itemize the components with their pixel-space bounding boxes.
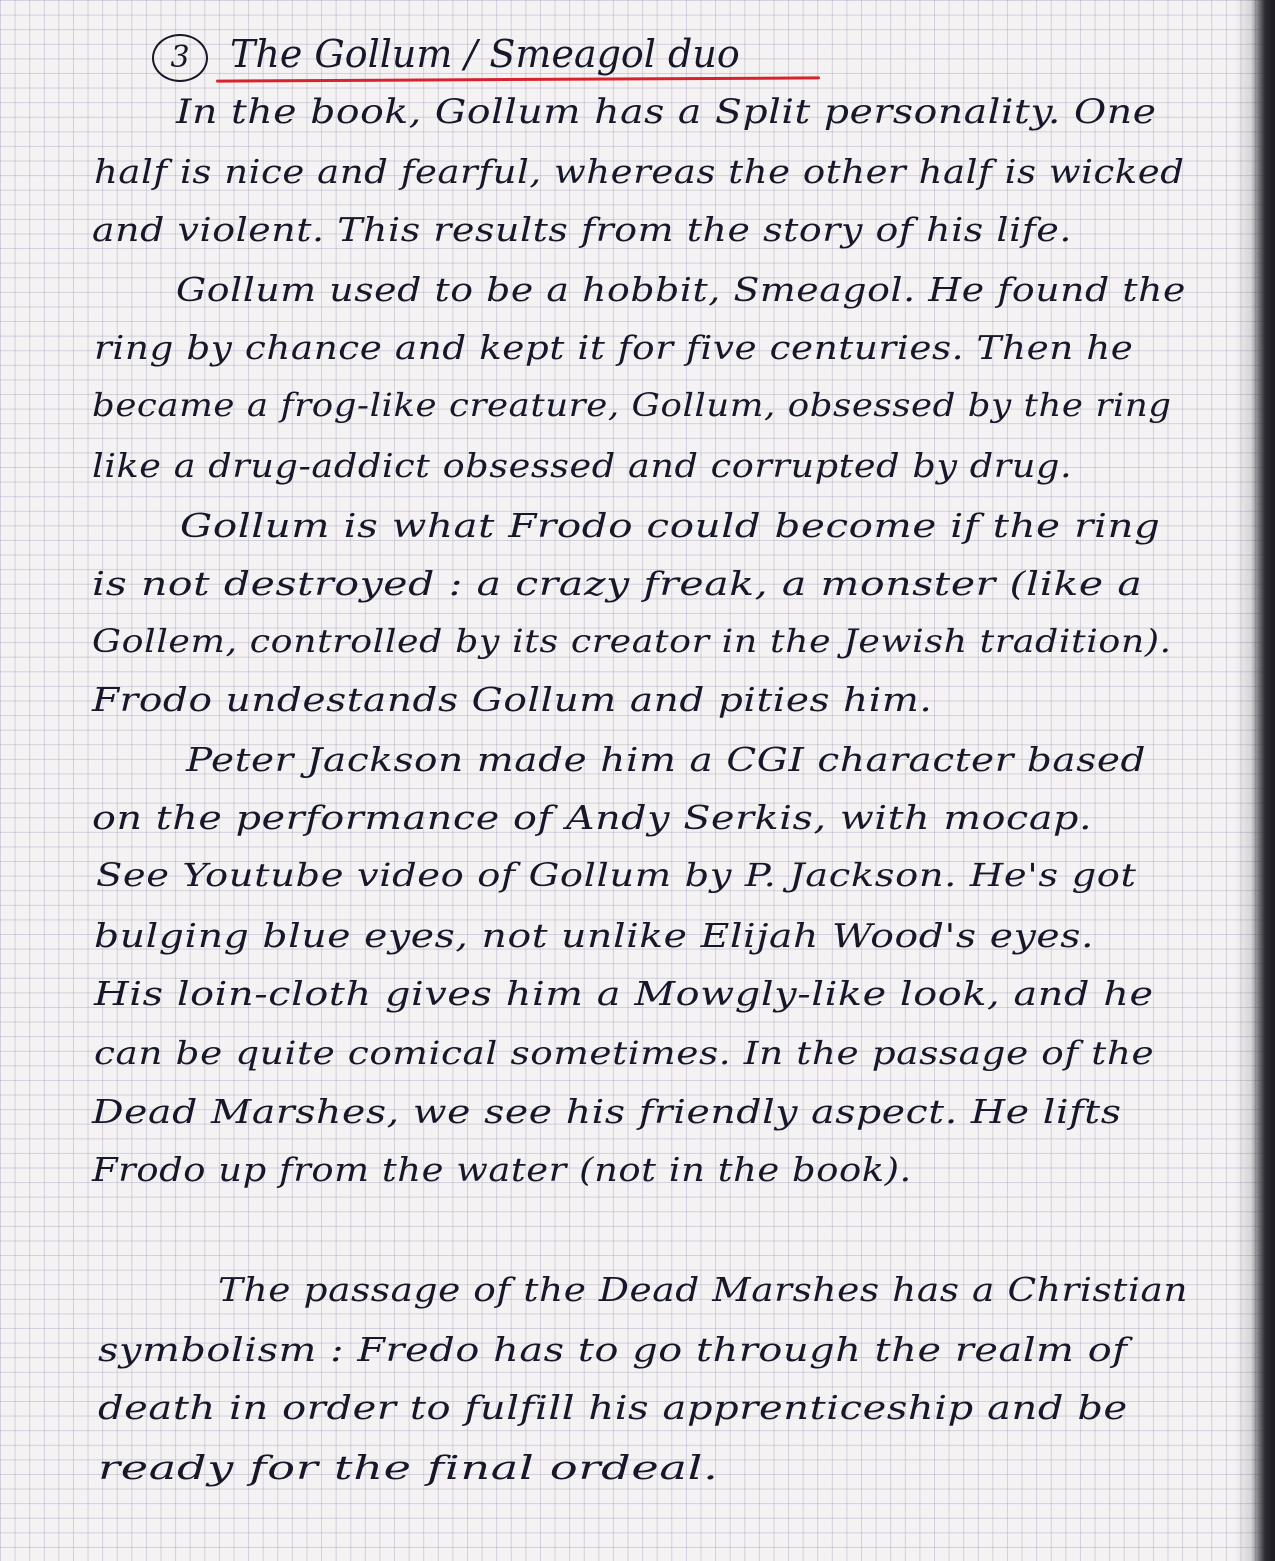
title-red-underline	[216, 76, 820, 82]
text-line: Gollum is what Frodo could become if the ring	[180, 506, 1161, 545]
text-line: The passage of the Dead Marshes has a Christian	[218, 1270, 1189, 1309]
text-line: like a drug-addict obsessed and corrupted by drug.	[92, 446, 1073, 485]
text-line: Frodo undestands Gollum and pities him.	[92, 680, 933, 719]
section-heading	[152, 28, 832, 88]
text-line: Frodo up from the water (not in the book).	[92, 1150, 912, 1189]
text-line: In the book, Gollum has a Split personality. One	[176, 92, 1157, 132]
text-line: bulging blue eyes, not unlike Elijah Wood's eyes.	[94, 916, 1095, 955]
text-line: Peter Jackson made him a CGI character based	[186, 740, 1147, 779]
text-line: Gollem, controlled by its creator in the Jewish tradition).	[92, 622, 1172, 660]
text-line: ready for the final ordeal.	[98, 1448, 719, 1487]
text-line: can be quite comical sometimes. In the passage of the	[94, 1034, 1155, 1072]
text-line: on the performance of Andy Serkis, with mocap.	[92, 798, 1093, 837]
text-line: ring by chance and kept it for five centuries. Then he	[94, 328, 1134, 367]
text-line: became a frog-like creature, Gollum, obsessed by the ring	[92, 386, 1172, 424]
text-line: His loin-cloth gives him a Mowgly-like look, and he	[94, 974, 1154, 1013]
text-line: is not destroyed : a crazy freak, a monster (like a	[92, 564, 1143, 603]
text-line: symbolism : Fredo has to go through the realm of	[98, 1330, 1128, 1369]
scan-edge-shadow	[1235, 0, 1275, 1561]
text-line: half is nice and fearful, whereas the other half is wicked	[94, 152, 1185, 191]
text-line: and violent. This results from the story of his life.	[92, 210, 1072, 249]
text-line: Gollum used to be a hobbit, Smeagol. He found the	[176, 270, 1186, 309]
text-line: death in order to fulfill his apprenticeship and be	[98, 1388, 1128, 1427]
section-title: The Gollum / Smeagol duo	[230, 32, 740, 76]
text-line: See Youtube video of Gollum by P. Jackson. He's got	[96, 856, 1137, 894]
text-line: Dead Marshes, we see his friendly aspect. He lifts	[92, 1092, 1122, 1131]
section-number-circle: 3	[152, 34, 208, 82]
